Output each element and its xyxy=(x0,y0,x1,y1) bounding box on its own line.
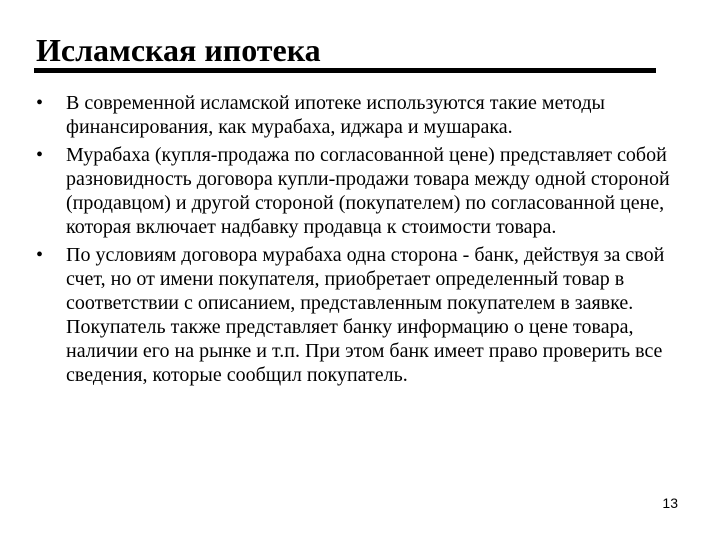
bullet-item-2 xyxy=(36,143,686,239)
title-underline xyxy=(34,68,656,73)
bullet-list xyxy=(36,91,686,391)
bullet-item-3 xyxy=(36,243,686,387)
bullet-item-1 xyxy=(36,91,686,139)
bullet-icon: • xyxy=(36,244,44,266)
bullet-text-3: По условиям договора мурабаха одна сторона - банк, действуя за свой счет, но от имени покупателя, приобретает определенный товар в соответствии с описанием, представленным покупателем в заявке. Покупатель также представляет банку информацию о цене товара, наличии его на рынке и т.п. При этом банк имеет право проверить все сведения, которые сообщил покупатель. xyxy=(66,244,665,386)
bullet-text-1: В современной исламской ипотеке используются такие методы финансирования, как мурабаха, иджара и мушарака. xyxy=(66,92,605,138)
bullet-icon: • xyxy=(36,92,44,114)
page-number: 13 xyxy=(662,495,678,511)
bullet-icon: • xyxy=(36,144,44,166)
slide-title: Исламская ипотека xyxy=(36,32,321,68)
bullet-text-2: Мурабаха (купля-продажа по согласованной цене) представляет собой разновидность договора купли-продажи товара между одной стороной (продавцом) и другой стороной (покупателем) по согласованной цене, которая включает надбавку продавца к стоимости товара. xyxy=(66,144,670,238)
